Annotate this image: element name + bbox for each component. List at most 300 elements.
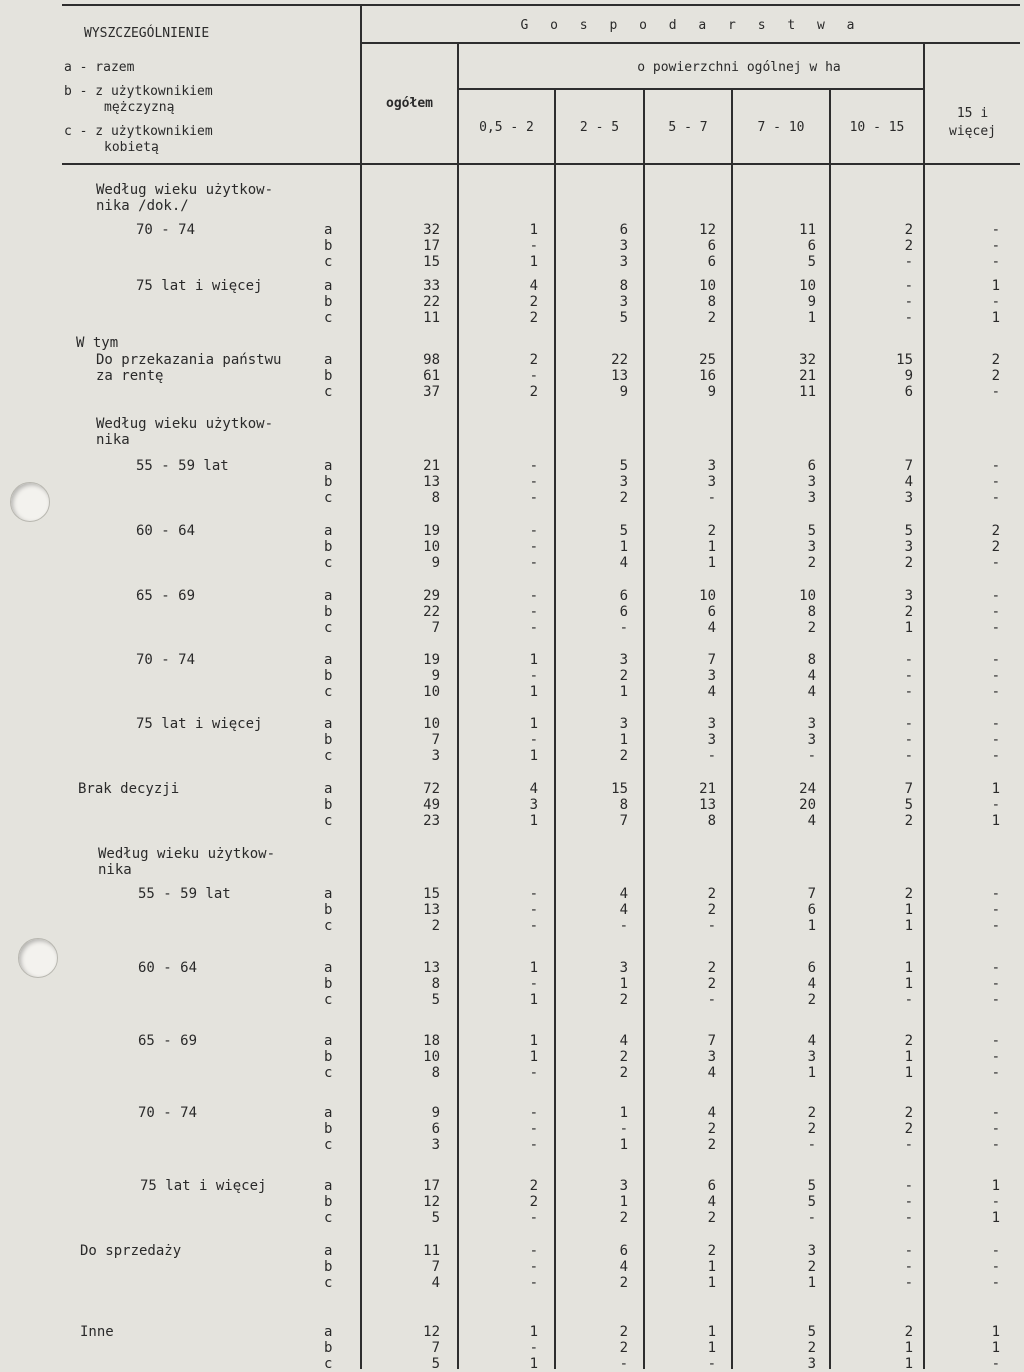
table-cell: 13 <box>699 797 716 813</box>
row-code-letter: a <box>324 1033 333 1049</box>
table-cell: 98 <box>423 352 440 368</box>
table-cell: - <box>991 1033 1000 1049</box>
stub-title: WYSZCZEGÓLNIENIE <box>84 26 210 41</box>
legend-line-b: b - z użytkownikiem <box>64 84 213 99</box>
row-stub-label: 70 - 74 <box>138 1105 198 1121</box>
table-cell: 9 <box>431 555 440 571</box>
row-code-letter: c <box>324 384 333 400</box>
row-stub-label: W tym <box>76 335 119 351</box>
table-cell: 5 <box>807 1324 816 1340</box>
table-cell: 29 <box>423 588 440 604</box>
table-cell: 4 <box>807 668 816 684</box>
subgroup-header-rule <box>458 88 924 90</box>
table-cell: 10 <box>799 278 816 294</box>
table-cell: - <box>529 474 538 490</box>
table-cell: 37 <box>423 384 440 400</box>
table-cell: 2 <box>904 1033 913 1049</box>
table-cell: 4 <box>619 555 628 571</box>
table-cell: 7 <box>431 1340 440 1356</box>
table-cell: 1 <box>529 716 538 732</box>
table-cell: 4 <box>807 684 816 700</box>
table-cell: 7 <box>904 458 913 474</box>
table-cell: 2 <box>619 1049 628 1065</box>
table-cell: 2 <box>904 238 913 254</box>
row-stub-label: 60 - 64 <box>136 523 196 539</box>
table-cell: - <box>991 254 1000 270</box>
row-stub-label: 55 - 59 lat <box>136 458 229 474</box>
row-code-letter: b <box>324 604 333 620</box>
table-cell: - <box>991 384 1000 400</box>
table-cell: 32 <box>799 352 816 368</box>
table-cell: 6 <box>807 238 816 254</box>
table-cell: 2 <box>431 918 440 934</box>
table-cell: - <box>529 668 538 684</box>
table-cell: 8 <box>807 652 816 668</box>
table-cell: 16 <box>699 368 716 384</box>
table-cell: 5 <box>619 458 628 474</box>
table-cell: 8 <box>707 294 716 310</box>
table-cell: 4 <box>619 1033 628 1049</box>
row-code-letter: b <box>324 1340 333 1356</box>
col-header-last-2: więcej <box>949 124 996 139</box>
row-stub-label: za rentę <box>96 368 164 384</box>
table-cell: 21 <box>699 781 716 797</box>
table-cell: 1 <box>807 310 816 326</box>
top-rule <box>62 4 1020 6</box>
table-cell: 3 <box>707 668 716 684</box>
table-cell: 2 <box>619 1275 628 1291</box>
col-divider-1 <box>457 42 459 1369</box>
col-divider-5 <box>829 88 831 1369</box>
table-cell: 4 <box>619 886 628 902</box>
table-cell: - <box>529 918 538 934</box>
header-bottom-rule <box>62 163 1020 165</box>
table-cell: 6 <box>707 1178 716 1194</box>
table-cell: - <box>904 294 913 310</box>
table-cell: - <box>904 1137 913 1153</box>
table-cell: 2 <box>807 1121 816 1137</box>
table-cell: 15 <box>423 254 440 270</box>
table-cell: - <box>991 1243 1000 1259</box>
table-cell: 3 <box>707 1049 716 1065</box>
row-stub-label: 75 lat i więcej <box>140 1178 267 1194</box>
col-header-range-1: 0,5 - 2 <box>479 120 534 135</box>
table-cell: 5 <box>431 992 440 1008</box>
table-cell: 7 <box>904 781 913 797</box>
table-cell: - <box>529 523 538 539</box>
table-cell: - <box>807 1137 816 1153</box>
table-cell: 2 <box>619 1340 628 1356</box>
table-cell: 18 <box>423 1033 440 1049</box>
table-cell: 21 <box>423 458 440 474</box>
row-code-letter: b <box>324 368 333 384</box>
table-cell: 3 <box>807 539 816 555</box>
table-cell: 1 <box>529 992 538 1008</box>
table-cell: 7 <box>431 620 440 636</box>
table-cell: 3 <box>707 716 716 732</box>
table-cell: 13 <box>423 902 440 918</box>
table-cell: 5 <box>807 1178 816 1194</box>
table-cell: - <box>991 902 1000 918</box>
table-cell: 6 <box>707 254 716 270</box>
col-header-range-2: 2 - 5 <box>579 120 620 135</box>
col-header-last-1: 15 i <box>956 106 989 121</box>
table-cell: 1 <box>529 1049 538 1065</box>
table-cell: 22 <box>611 352 628 368</box>
table-cell: 1 <box>991 1340 1000 1356</box>
table-cell: 2 <box>991 368 1000 384</box>
table-cell: - <box>529 490 538 506</box>
table-cell: 10 <box>699 588 716 604</box>
table-cell: 9 <box>904 368 913 384</box>
table-cell: 3 <box>904 588 913 604</box>
table-cell: 2 <box>707 1243 716 1259</box>
table-cell: 7 <box>431 1259 440 1275</box>
table-cell: 4 <box>707 1194 716 1210</box>
table-cell: - <box>991 555 1000 571</box>
row-code-letter: b <box>324 902 333 918</box>
table-cell: 1 <box>991 781 1000 797</box>
col-header-total: ogółem <box>386 96 433 111</box>
row-code-letter: c <box>324 992 333 1008</box>
table-cell: 8 <box>619 278 628 294</box>
table-cell: 4 <box>619 1259 628 1275</box>
table-cell: 3 <box>431 1137 440 1153</box>
table-cell: 1 <box>529 222 538 238</box>
row-stub-label: 65 - 69 <box>136 588 196 604</box>
table-cell: 5 <box>431 1210 440 1226</box>
table-cell: 1 <box>904 1356 913 1372</box>
row-code-letter: a <box>324 352 333 368</box>
table-cell: - <box>529 1065 538 1081</box>
row-code-letter: a <box>324 222 333 238</box>
table-cell: - <box>904 1259 913 1275</box>
table-cell: 4 <box>707 684 716 700</box>
table-cell: 21 <box>799 368 816 384</box>
table-cell: 4 <box>707 1105 716 1121</box>
row-code-letter: b <box>324 539 333 555</box>
row-stub-label: Inne <box>80 1324 114 1340</box>
table-cell: 3 <box>707 458 716 474</box>
table-cell: 1 <box>991 310 1000 326</box>
table-cell: - <box>529 604 538 620</box>
table-cell: 17 <box>423 238 440 254</box>
row-stub-label: 65 - 69 <box>138 1033 198 1049</box>
table-cell: 5 <box>807 523 816 539</box>
table-cell: - <box>904 278 913 294</box>
row-code-letter: a <box>324 886 333 902</box>
table-cell: 1 <box>529 684 538 700</box>
table-cell: - <box>991 716 1000 732</box>
table-cell: 20 <box>799 797 816 813</box>
table-cell: 2 <box>707 1137 716 1153</box>
table-cell: - <box>904 652 913 668</box>
table-cell: 1 <box>904 1065 913 1081</box>
table-cell: 9 <box>707 384 716 400</box>
table-cell: 33 <box>423 278 440 294</box>
table-cell: 19 <box>423 652 440 668</box>
table-cell: 1 <box>619 976 628 992</box>
table-cell: 8 <box>807 604 816 620</box>
table-cell: 10 <box>799 588 816 604</box>
table-cell: 4 <box>807 976 816 992</box>
table-cell: - <box>904 668 913 684</box>
row-code-letter: a <box>324 1243 333 1259</box>
table-cell: 2 <box>619 490 628 506</box>
table-cell: 25 <box>699 352 716 368</box>
table-cell: - <box>991 976 1000 992</box>
table-cell: 2 <box>904 813 913 829</box>
table-cell: 4 <box>529 781 538 797</box>
row-stub-label: nika <box>98 862 132 878</box>
table-cell: 6 <box>707 604 716 620</box>
table-cell: 1 <box>529 748 538 764</box>
table-cell: - <box>529 238 538 254</box>
row-code-letter: c <box>324 918 333 934</box>
table-cell: - <box>619 918 628 934</box>
table-cell: 3 <box>707 474 716 490</box>
table-cell: - <box>529 368 538 384</box>
row-code-letter: a <box>324 523 333 539</box>
table-cell: 4 <box>707 1065 716 1081</box>
table-cell: - <box>991 684 1000 700</box>
table-cell: 2 <box>807 620 816 636</box>
table-cell: 1 <box>707 539 716 555</box>
table-cell: - <box>904 992 913 1008</box>
table-cell: 6 <box>807 458 816 474</box>
table-cell: - <box>529 902 538 918</box>
table-cell: 2 <box>807 1259 816 1275</box>
row-code-letter: b <box>324 1259 333 1275</box>
table-cell: - <box>991 748 1000 764</box>
table-cell: - <box>529 1137 538 1153</box>
table-cell: 12 <box>423 1324 440 1340</box>
table-cell: - <box>529 1243 538 1259</box>
table-cell: 2 <box>529 310 538 326</box>
table-cell: 3 <box>707 732 716 748</box>
table-cell: 4 <box>807 813 816 829</box>
table-cell: 3 <box>619 716 628 732</box>
row-code-letter: a <box>324 1324 333 1340</box>
col-header-range-3: 5 - 7 <box>668 120 708 135</box>
table-cell: 3 <box>807 474 816 490</box>
table-cell: 6 <box>619 588 628 604</box>
table-cell: 10 <box>423 684 440 700</box>
table-cell: 3 <box>619 294 628 310</box>
table-cell: 1 <box>991 278 1000 294</box>
table-cell: 1 <box>904 976 913 992</box>
table-cell: 2 <box>707 960 716 976</box>
table-cell: 2 <box>991 352 1000 368</box>
table-cell: - <box>529 1275 538 1291</box>
table-cell: 1 <box>904 902 913 918</box>
table-cell: 5 <box>431 1356 440 1372</box>
table-cell: 1 <box>707 1259 716 1275</box>
table-cell: 9 <box>807 294 816 310</box>
subgroup-title: o powierzchni ogólnej w ha <box>637 60 841 75</box>
table-cell: - <box>991 652 1000 668</box>
table-cell: 8 <box>431 976 440 992</box>
table-cell: - <box>904 310 913 326</box>
table-cell: 1 <box>619 539 628 555</box>
table-cell: 7 <box>431 732 440 748</box>
table-cell: 13 <box>423 474 440 490</box>
table-cell: 2 <box>529 294 538 310</box>
row-code-letter: a <box>324 781 333 797</box>
table-cell: 2 <box>991 523 1000 539</box>
table-cell: 9 <box>431 1105 440 1121</box>
table-cell: 1 <box>529 1356 538 1372</box>
table-cell: - <box>904 1275 913 1291</box>
table-cell: - <box>529 1105 538 1121</box>
table-cell: 13 <box>423 960 440 976</box>
table-cell: 22 <box>423 604 440 620</box>
table-cell: 15 <box>423 886 440 902</box>
table-cell: 1 <box>619 1137 628 1153</box>
row-code-letter: b <box>324 1049 333 1065</box>
table-cell: 32 <box>423 222 440 238</box>
table-cell: 7 <box>807 886 816 902</box>
table-cell: - <box>707 992 716 1008</box>
table-cell: 1 <box>619 732 628 748</box>
table-cell: - <box>904 1178 913 1194</box>
table-cell: 3 <box>619 254 628 270</box>
table-cell: 4 <box>807 1033 816 1049</box>
col-divider-6 <box>923 42 925 1369</box>
row-code-letter: a <box>324 716 333 732</box>
row-stub-label: 55 - 59 lat <box>138 886 231 902</box>
table-cell: 2 <box>707 886 716 902</box>
table-cell: 19 <box>423 523 440 539</box>
table-cell: 1 <box>991 1210 1000 1226</box>
table-cell: 4 <box>529 278 538 294</box>
row-stub-label: Według wieku użytkow- <box>98 846 276 862</box>
table-cell: - <box>529 588 538 604</box>
row-code-letter: c <box>324 1210 333 1226</box>
row-stub-label: Według wieku użytkow- <box>96 416 274 432</box>
table-cell: - <box>529 1210 538 1226</box>
binder-hole-bottom <box>18 938 58 978</box>
table-cell: 9 <box>431 668 440 684</box>
legend-line-c: c - z użytkownikiem <box>64 124 213 139</box>
table-cell: 2 <box>807 992 816 1008</box>
row-stub-label: 75 lat i więcej <box>136 716 263 732</box>
table-cell: 3 <box>904 539 913 555</box>
table-cell: 2 <box>991 539 1000 555</box>
table-cell: - <box>807 1210 816 1226</box>
table-cell: - <box>904 732 913 748</box>
table-cell: 2 <box>619 1210 628 1226</box>
row-code-letter: a <box>324 278 333 294</box>
table-cell: 2 <box>619 1324 628 1340</box>
row-code-letter: c <box>324 490 333 506</box>
table-cell: 8 <box>619 797 628 813</box>
table-cell: - <box>904 1243 913 1259</box>
table-cell: - <box>529 620 538 636</box>
col-divider-2 <box>554 88 556 1369</box>
table-cell: 2 <box>707 1210 716 1226</box>
table-cell: 9 <box>619 384 628 400</box>
table-cell: 2 <box>707 310 716 326</box>
table-cell: - <box>991 732 1000 748</box>
table-cell: 6 <box>707 238 716 254</box>
row-code-letter: a <box>324 588 333 604</box>
table-cell: 1 <box>991 1178 1000 1194</box>
table-cell: - <box>991 1356 1000 1372</box>
table-cell: 2 <box>619 1065 628 1081</box>
table-cell: 3 <box>619 960 628 976</box>
table-cell: 1 <box>619 684 628 700</box>
table-cell: - <box>991 222 1000 238</box>
table-cell: - <box>904 1194 913 1210</box>
row-code-letter: a <box>324 652 333 668</box>
row-code-letter: b <box>324 976 333 992</box>
table-cell: - <box>529 976 538 992</box>
table-cell: - <box>991 588 1000 604</box>
table-cell: - <box>529 1340 538 1356</box>
row-code-letter: b <box>324 1121 333 1137</box>
table-cell: 1 <box>529 652 538 668</box>
row-stub-label: 70 - 74 <box>136 652 196 668</box>
table-cell: 4 <box>431 1275 440 1291</box>
table-cell: - <box>707 490 716 506</box>
table-cell: - <box>991 960 1000 976</box>
table-cell: 3 <box>904 490 913 506</box>
table-cell: 2 <box>807 1105 816 1121</box>
table-cell: 6 <box>619 1243 628 1259</box>
table-cell: 1 <box>904 918 913 934</box>
row-code-letter: c <box>324 1356 333 1372</box>
table-cell: 3 <box>807 1243 816 1259</box>
table-cell: - <box>991 1137 1000 1153</box>
row-code-letter: b <box>324 1194 333 1210</box>
table-cell: 1 <box>707 555 716 571</box>
row-stub-label: Do sprzedaży <box>80 1243 182 1259</box>
table-cell: 15 <box>611 781 628 797</box>
row-code-letter: a <box>324 1178 333 1194</box>
table-cell: 2 <box>619 748 628 764</box>
row-code-letter: a <box>324 1105 333 1121</box>
table-cell: - <box>991 294 1000 310</box>
table-cell: 1 <box>807 1065 816 1081</box>
table-cell: 4 <box>904 474 913 490</box>
table-cell: 3 <box>619 1178 628 1194</box>
row-code-letter: b <box>324 668 333 684</box>
table-cell: 11 <box>423 310 440 326</box>
table-cell: 11 <box>423 1243 440 1259</box>
table-cell: - <box>904 254 913 270</box>
table-cell: 22 <box>423 294 440 310</box>
table-cell: 1 <box>529 1324 538 1340</box>
row-stub-label: Według wieku użytkow- <box>96 182 274 198</box>
row-code-letter: c <box>324 254 333 270</box>
table-cell: - <box>991 992 1000 1008</box>
table-cell: 2 <box>904 222 913 238</box>
table-cell: 3 <box>807 490 816 506</box>
table-cell: 1 <box>619 1105 628 1121</box>
row-code-letter: b <box>324 732 333 748</box>
stub-column-divider <box>360 4 362 1369</box>
table-cell: - <box>707 1356 716 1372</box>
table-cell: - <box>991 604 1000 620</box>
table-cell: 10 <box>699 278 716 294</box>
row-code-letter: b <box>324 238 333 254</box>
table-cell: 2 <box>904 886 913 902</box>
col-header-range-4: 7 - 10 <box>757 120 805 135</box>
table-cell: 1 <box>707 1324 716 1340</box>
row-code-letter: c <box>324 620 333 636</box>
table-cell: - <box>991 620 1000 636</box>
